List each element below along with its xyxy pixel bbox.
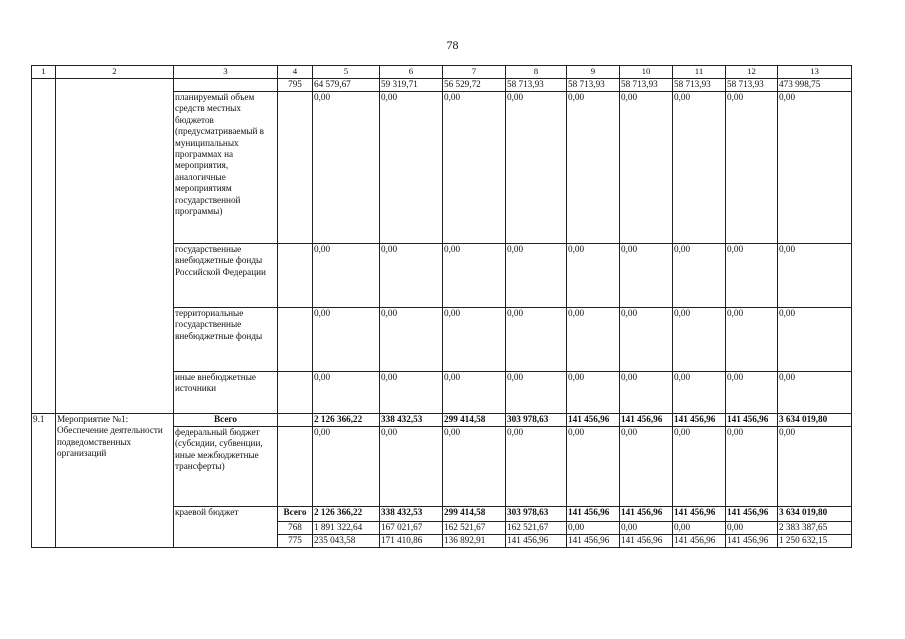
value-cell: 0,00 [313,372,380,414]
column-number-row [32,66,852,79]
value-cell: 141 456,96 [673,507,726,522]
cell-empty [278,414,313,427]
funding-source: Всего [174,414,278,427]
value-cell: 0,00 [313,308,380,372]
value-cell: 162 521,67 [443,522,506,535]
value-cell: 141 456,96 [726,507,778,522]
value-cell: 0,00 [313,244,380,308]
value-cell: 0,00 [673,92,726,244]
value-cell: 0,00 [506,308,567,372]
value-cell: 0,00 [726,92,778,244]
value-cell: 0,00 [673,522,726,535]
value-cell: 0,00 [313,427,380,507]
value-cell: 0,00 [380,244,443,308]
value-cell: 1 250 632,15 [778,535,852,548]
value-cell: 0,00 [443,244,506,308]
column-number: 13 [778,66,852,79]
cell-empty [278,92,313,244]
value-cell: 0,00 [506,427,567,507]
value-cell: 0,00 [506,372,567,414]
value-cell: 0,00 [620,92,673,244]
column-number: 1 [32,66,56,79]
value-cell: 0,00 [567,372,620,414]
value-cell: 58 713,93 [620,79,673,92]
value-cell: 0,00 [673,244,726,308]
column-number: 8 [506,66,567,79]
cell-empty [278,372,313,414]
value-cell: 162 521,67 [506,522,567,535]
value-cell: 0,00 [443,427,506,507]
value-cell: 141 456,96 [726,535,778,548]
value-cell: 0,00 [726,244,778,308]
column-number: 6 [380,66,443,79]
column-number: 4 [278,66,313,79]
value-cell: 141 456,96 [620,507,673,522]
value-cell: 2 126 366,22 [313,507,380,522]
column-number: 3 [174,66,278,79]
column-number: 10 [620,66,673,79]
budget-code: 775 [278,535,313,548]
value-cell: 58 713,93 [506,79,567,92]
cell-empty [56,79,174,414]
value-cell: 0,00 [778,308,852,372]
value-cell: 0,00 [380,92,443,244]
value-cell: 0,00 [443,92,506,244]
value-cell: 0,00 [673,427,726,507]
value-cell: 2 126 366,22 [313,414,380,427]
page-number: 78 [446,38,459,52]
value-cell: 0,00 [380,372,443,414]
budget-code: 768 [278,522,313,535]
value-cell: 56 529,72 [443,79,506,92]
column-number: 11 [673,66,726,79]
value-cell: 0,00 [726,522,778,535]
funding-source: федеральный бюджет (субсидии, субвенции, иные межбюджетные трансферты) [174,427,278,507]
funding-source: краевой бюджет [174,507,278,548]
value-cell: 141 456,96 [673,535,726,548]
funding-source: планируемый объем средств местных бюджетов (предусматриваемый в муниципальных программах на мероприятия, аналогичные мероприятиям государственной программы) [174,92,278,244]
value-cell: 235 043,58 [313,535,380,548]
value-cell: 3 634 019,80 [778,507,852,522]
funding-source: государственные внебюджетные фонды Российской Федерации [174,244,278,308]
value-cell: 0,00 [778,427,852,507]
cell-empty [278,308,313,372]
column-number: 2 [56,66,174,79]
item-number: 9.1 [32,414,56,548]
value-cell: 141 456,96 [673,414,726,427]
budget-table [31,65,852,548]
cell-empty [278,427,313,507]
value-cell: 0,00 [620,372,673,414]
value-cell: 0,00 [620,308,673,372]
value-cell: 64 579,67 [313,79,380,92]
value-cell: 141 456,96 [567,414,620,427]
column-number: 9 [567,66,620,79]
value-cell: 2 383 387,65 [778,522,852,535]
value-cell: 58 713,93 [567,79,620,92]
value-cell: 58 713,93 [726,79,778,92]
value-cell: 0,00 [778,92,852,244]
value-cell: 0,00 [567,522,620,535]
value-cell: 3 634 019,80 [778,414,852,427]
value-cell: 0,00 [506,92,567,244]
value-cell: 136 892,91 [443,535,506,548]
value-cell: 0,00 [443,308,506,372]
value-cell: 0,00 [726,308,778,372]
column-number: 7 [443,66,506,79]
value-cell: 299 414,58 [443,414,506,427]
value-cell: 0,00 [567,308,620,372]
table-row [32,79,852,92]
value-cell: 141 456,96 [567,507,620,522]
value-cell: 0,00 [726,372,778,414]
value-cell: 0,00 [506,244,567,308]
cell-empty [32,79,56,414]
value-cell: 0,00 [443,372,506,414]
value-cell: 0,00 [673,372,726,414]
value-cell: 0,00 [380,308,443,372]
cell-empty [278,244,313,308]
value-cell: 338 432,53 [380,507,443,522]
value-cell: 338 432,53 [380,414,443,427]
value-cell: 0,00 [313,92,380,244]
value-cell: 0,00 [778,372,852,414]
value-cell: 141 456,96 [620,414,673,427]
value-cell: 0,00 [726,427,778,507]
value-cell: 141 456,96 [726,414,778,427]
value-cell: 58 713,93 [673,79,726,92]
value-cell: 0,00 [620,522,673,535]
activity-name: Мероприятие №1: Обеспечение деятельности подведомственных организаций [56,414,174,548]
value-cell: 141 456,96 [506,535,567,548]
value-cell: 0,00 [567,92,620,244]
column-number: 12 [726,66,778,79]
column-number: 5 [313,66,380,79]
value-cell: 0,00 [567,244,620,308]
funding-source: иные внебюджетные источники [174,372,278,414]
value-cell: 171 410,86 [380,535,443,548]
value-cell: 59 319,71 [380,79,443,92]
value-cell: 167 021,67 [380,522,443,535]
value-cell: 473 998,75 [778,79,852,92]
value-cell: 303 978,63 [506,414,567,427]
value-cell: 141 456,96 [620,535,673,548]
value-cell: 0,00 [673,308,726,372]
value-cell: 303 978,63 [506,507,567,522]
budget-code: 795 [278,79,313,92]
budget-code: Всего [278,507,313,522]
table-row [32,414,852,427]
value-cell: 299 414,58 [443,507,506,522]
value-cell: 0,00 [380,427,443,507]
value-cell: 0,00 [778,244,852,308]
value-cell: 1 891 322,64 [313,522,380,535]
value-cell: 0,00 [620,427,673,507]
funding-source: территориальные государственные внебюджетные фонды [174,308,278,372]
cell-empty [174,79,278,92]
value-cell: 0,00 [620,244,673,308]
value-cell: 141 456,96 [567,535,620,548]
value-cell: 0,00 [567,427,620,507]
